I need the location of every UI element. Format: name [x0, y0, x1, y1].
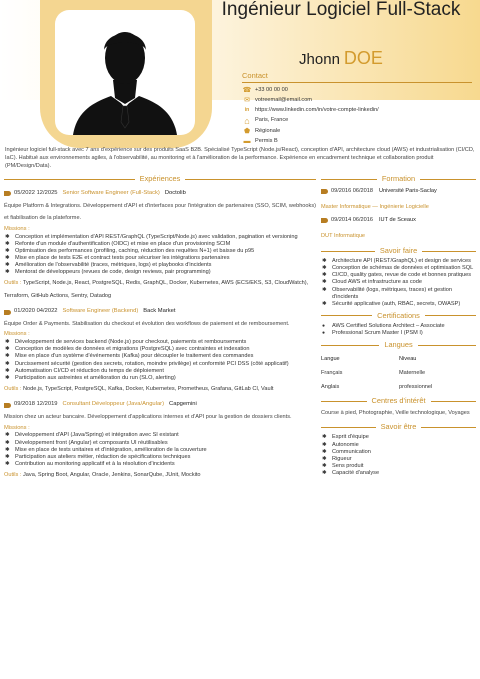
section-title-langues — [321, 340, 476, 350]
list-item: ✱ Automatisation CI/CD et réduction du temps de déploiement — [4, 368, 316, 375]
certifications-list — [321, 323, 476, 337]
langues-table — [321, 353, 476, 393]
tools-text: Node.js, TypeScript, PostgreSQL, Kafka, Docker, Kubernetes, Prometheus, Grafana, GitLab CI, Vault — [22, 385, 274, 392]
job-description: Équipe Platform & Integrations. Développement d'API et d'interfaces pour l'intégration de partenaires (SSO, SCIM, webhooks) et fiabilisation de la plateforme. — [4, 202, 316, 222]
savoir-etre-list — [321, 434, 476, 477]
job-description: Équipe Order & Payments. Stabilisation du checkout et évolution des workflows de paiement et de remboursement. — [4, 320, 290, 327]
list-item: ✱ Développement de services backend (Node.js) pour checkout, paiements et remboursements — [4, 339, 316, 346]
section-title-savoir-etre — [321, 422, 476, 432]
full-name — [216, 46, 466, 70]
linkedin-icon: in — [244, 107, 250, 114]
contact-linkedin[interactable] — [242, 106, 472, 116]
tools-text: Java, Spring Boot, Angular, Oracle, Jenkins, SonarQube, JUnit, Mockito — [22, 471, 201, 478]
list-item: ✱ Rigueur — [321, 456, 476, 463]
job-header — [4, 401, 316, 409]
section-title-interets — [321, 396, 476, 406]
list-item: ✱ Conception et implémentation d'API REST/GraphQL (TypeScript/Node.js) avec validation, pagination et versioning — [4, 234, 316, 241]
job-entry — [4, 308, 316, 395]
contact-title: Contact — [242, 71, 472, 83]
interets-text: Course à pied, Photographie, Veille technologique, Voyages — [321, 409, 470, 416]
job-company: Back Market — [143, 308, 176, 315]
right-column — [321, 174, 476, 477]
list-item: ✱ Contribution au monitoring applicatif et à la résolution d'incidents — [4, 461, 316, 468]
tag-icon — [4, 191, 11, 196]
interets-section — [321, 396, 476, 419]
job-header — [4, 190, 316, 198]
certifications-section — [321, 311, 476, 337]
education-degree: DUT Informatique — [321, 232, 366, 239]
missions-list — [4, 234, 316, 277]
contact-block — [242, 71, 472, 147]
certifications-title-text: Certifications — [377, 310, 420, 320]
job-tools — [4, 469, 316, 482]
job-entry — [4, 190, 316, 302]
missions-list — [4, 339, 316, 382]
langues-header-niveau: Niveau — [399, 355, 417, 362]
savoir-etre-section — [321, 422, 476, 477]
experiences-title-text: Expériences — [139, 174, 181, 183]
education-header — [321, 217, 476, 225]
list-item: ✱ Mise en place d'un système d'événements (Kafka) pour découpler le traitement des commandes — [4, 353, 316, 360]
langue-level: professionnel — [399, 383, 433, 390]
contact-mobility-text: Régionale — [255, 127, 281, 134]
tag-icon — [4, 403, 11, 408]
list-item: ✱ Mise en place de tests unitaires et d'intégration, amélioration de la couverture — [4, 447, 316, 454]
job-dates: 09/2018 12/2019 — [14, 401, 58, 408]
job-dates: 05/2022 12/2025 — [14, 189, 58, 196]
home-icon: ⌂ — [244, 116, 250, 127]
education-school: IUT de Sceaux — [379, 217, 416, 224]
list-item: ✱ CI/CD, quality gates, revue de code et bonnes pratiques — [321, 272, 476, 279]
section-title-certifications — [321, 311, 476, 321]
job-description: Mission chez un acteur bancaire. Développement d'applications internes et d'API pour la gestion de dossiers clients. — [4, 414, 292, 421]
education-school: Université Paris-Saclay — [379, 187, 437, 194]
list-item: ✱ Amélioration de l'observabilité (traces, métriques, logs) et playbooks d'incidents — [4, 262, 316, 269]
education-degree: Master Informatique — Ingénierie Logicielle — [321, 203, 429, 210]
list-item: ● Professional Scrum Master I (PSM I) — [321, 330, 476, 337]
job-role: Consultant Développeur (Java/Angular) — [62, 401, 165, 408]
tag-icon — [321, 218, 328, 223]
phone-icon: ☎ — [242, 86, 252, 94]
mail-icon: ✉ — [244, 96, 250, 104]
langues-title-text: Langues — [384, 339, 413, 349]
job-dates: 01/2020 04/2022 — [14, 308, 58, 315]
section-title-formation — [321, 174, 476, 184]
list-item: ✱ Observabilité (logs, métriques, traces) et gestion d'incidents — [321, 287, 476, 301]
job-header — [4, 308, 316, 316]
list-item: ✱ Mise en place de tests E2E et contract tests pour sécuriser les intégrations partenaires — [4, 255, 316, 262]
profile-summary: Ingénieur logiciel full-stack avec 7 ans d'expérience sur des produits SaaS B2B. Spécialisé TypeScript (Node.js/React), conception d'API, architecture cloud (AWS) et industrialisation (CI/CD, IaC). Habitué aux environnements agiles, à l'observabilité, au monitoring et à l'amélioration de la performance. Expérience en encadrement technique et collaboration produit (PM/Design/Data). — [5, 147, 475, 169]
contact-address — [242, 116, 472, 126]
list-item: ✱ Optimisation des performances (profiling, caching, réduction des requêtes N+1) et baisse du p95 — [4, 248, 316, 255]
missions-list — [4, 432, 316, 467]
langue-level: Maternelle — [399, 369, 426, 376]
education-dates: 09/2014 06/2016 — [331, 217, 373, 224]
location-icon: ⬟ — [243, 127, 251, 135]
missions-label: Missions : — [4, 331, 30, 338]
education-entry — [321, 217, 476, 240]
job-role: Senior Software Engineer (Full-Stack) — [62, 189, 160, 196]
list-item: ✱ Autonomie — [321, 442, 476, 449]
list-item: ✱ Durcissement sécurité (gestion des secrets, rotation, moindre privilège) et conformité PCI DSS (côté applicatif) — [4, 361, 316, 368]
langues-header-langue: Langue — [321, 355, 340, 362]
contact-phone — [242, 85, 472, 95]
section-title-savoir-faire — [321, 246, 476, 256]
list-item: ✱ Participation aux ateliers métier, rédaction de spécifications techniques — [4, 454, 316, 461]
tools-label: Outils : — [4, 385, 22, 392]
tag-icon — [321, 189, 328, 194]
job-tools — [4, 383, 316, 396]
header — [0, 0, 480, 148]
savoir-etre-title-text: Savoir être — [380, 422, 417, 432]
contact-linkedin-text[interactable]: https://www.linkedin.com/in/votre-compte-linkedin/ — [255, 107, 379, 114]
tag-icon — [4, 310, 11, 315]
tools-label: Outils : — [4, 280, 22, 287]
education-header — [321, 188, 476, 196]
tools-label: Outils : — [4, 471, 22, 478]
list-item: ✱ Refonte d'un module d'authentification (OIDC) et mise en place d'un provisioning SCIM — [4, 241, 316, 248]
job-company: Doctolib — [164, 189, 186, 196]
contact-license-text: Permis B — [255, 137, 278, 144]
contact-mobility — [242, 126, 472, 136]
contact-email-text[interactable]: votreemail@email.com — [255, 96, 312, 103]
contact-phone-text: +33 00 00 00 — [255, 86, 288, 93]
contact-email[interactable] — [242, 95, 472, 105]
savoir-faire-title-text: Savoir faire — [379, 246, 418, 256]
section-title-experiences — [4, 174, 316, 184]
list-item: ✱ Sens produit — [321, 463, 476, 470]
list-item: ● AWS Certified Solutions Architect – Associate — [321, 323, 476, 330]
list-item: ✱ Conception de schémas de données et optimisation SQL — [321, 265, 476, 272]
list-item: ✱ Architecture API (REST/GraphQL) et design de services — [321, 258, 476, 265]
langues-section — [321, 340, 476, 393]
job-entry — [4, 401, 316, 481]
list-item: ✱ Développement d'API (Java/Spring) et intégration avec SI existant — [4, 432, 316, 439]
list-item: ✱ Cloud AWS et infrastructure as code — [321, 279, 476, 286]
profile-photo — [55, 10, 195, 135]
langue-name: Anglais — [321, 383, 340, 390]
list-item: ✱ Communication — [321, 449, 476, 456]
contact-list — [242, 85, 472, 147]
education-entry — [321, 188, 476, 211]
list-item: ✱ Développement front (Angular) et composants UI réutilisables — [4, 440, 316, 447]
education-dates: 09/2016 06/2018 — [331, 187, 373, 194]
person-silhouette-icon — [55, 10, 195, 135]
savoir-faire-section — [321, 246, 476, 308]
savoir-faire-list — [321, 258, 476, 308]
list-item: ✱ Capacité d'analyse — [321, 470, 476, 477]
list-item: ✱ Sécurité applicative (auth, RBAC, secrets, OWASP) — [321, 301, 476, 308]
left-column — [4, 174, 316, 481]
car-icon: ▬ — [243, 138, 251, 146]
job-company: Capgemini — [169, 401, 197, 408]
list-item: ✱ Participation aux astreintes et amélioration du run (SLO, alerting) — [4, 375, 316, 382]
job-role: Software Engineer (Backend) — [62, 308, 139, 315]
list-item: ✱ Esprit d'équipe — [321, 434, 476, 441]
first-name: Jhonn — [299, 51, 340, 68]
list-item: ✱ Mentorat de développeurs (revues de code, design reviews, pair programming) — [4, 269, 316, 276]
tools-text: TypeScript, Node.js, React, PostgreSQL, Redis, GraphQL, Docker, Kubernetes, AWS (ECS/EKS, S3, CloudWatch), Terraform, GitHub Actions, Sentry, Datadog — [4, 280, 309, 299]
formation-title-text: Formation — [381, 174, 416, 183]
contact-address-text: Paris, France — [255, 117, 289, 124]
langue-name: Français — [321, 369, 343, 376]
last-name: DOE — [343, 48, 383, 68]
missions-label: Missions : — [4, 424, 30, 431]
job-tools — [4, 277, 316, 302]
list-item: ✱ Conception de modèles de données et migrations (PostgreSQL) avec contraintes et indexation — [4, 346, 316, 353]
interets-title-text: Centres d'intérêt — [371, 395, 426, 405]
missions-label: Missions : — [4, 225, 30, 232]
job-title: Ingénieur Logiciel Full-Stack — [221, 0, 461, 20]
